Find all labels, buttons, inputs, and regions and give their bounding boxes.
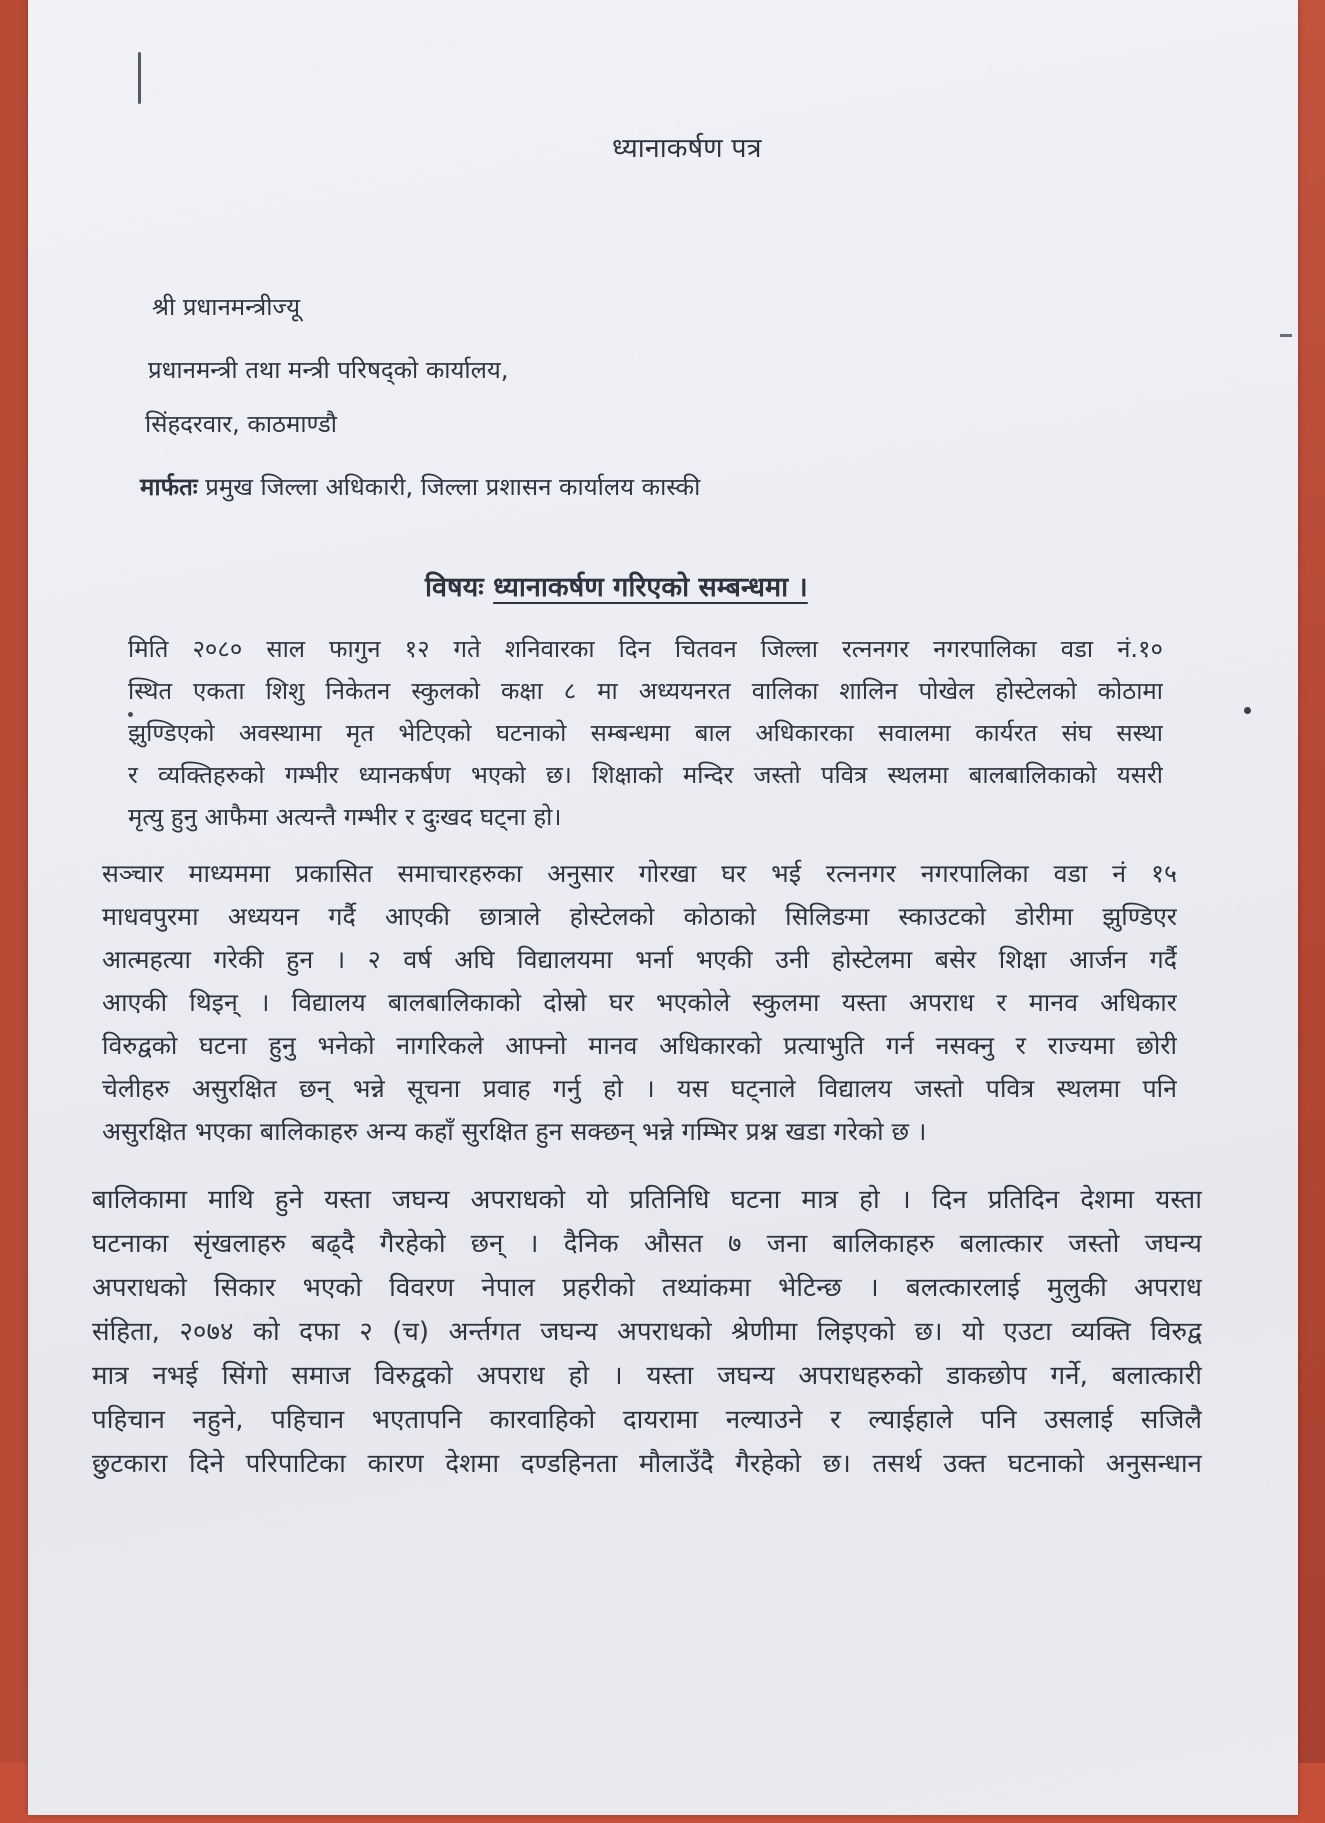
paragraph-line: विरुद्वको घटना हुनु भनेको नागरिकले आफ्नो मानव अधिकारको प्रत्याभुति गर्न नसक्नु र राज्यमा छोरी [102, 1031, 1177, 1060]
paragraph-line: मिति २०८० साल फागुन १२ गते शनिवारका दिन चितवन जिल्ला रत्ननगर नगरपालिका वडा नं.१० [128, 635, 1163, 663]
paragraph-line: र व्यक्तिहरुको गम्भीर ध्यानकर्षण भएको छ। शिक्षाको मन्दिर जस्तो पवित्र स्थलमा बालबालिकाको यसरी [128, 761, 1163, 789]
paragraph-line: बालिकामा माथि हुने यस्ता जघन्य अपराधको यो प्रतिनिधि घटना मात्र हो । दिन प्रतिदिन देशमा यस्ता [92, 1185, 1202, 1215]
subject-line [425, 567, 808, 604]
via-line [140, 470, 700, 503]
paragraph-line: माधवपुरमा अध्ययन गर्दै आएकी छात्राले होस्टेलको कोठाको सिलिङमा स्काउटको डोरीमा झुण्डिएर [102, 902, 1177, 931]
paragraph-line: झुण्डिएको अवस्थामा मृत भेटिएको घटनाको सम्बन्धमा बाल अधिकारका सवालमा कार्यरत संघ सस्था [128, 719, 1163, 747]
pen-mark [138, 52, 141, 104]
addressee-line-3: सिंहदरवार, काठमाण्डौ [145, 410, 337, 438]
via-label: मार्फतः [140, 473, 198, 501]
paragraph-line: घटनाका सृंखलाहरु बढ्दै गैरहेको छन् । दैनिक औसत ७ जना बालिकाहरु बलात्कार जस्तो जघन्य [92, 1229, 1202, 1259]
subject-label: विषयः [425, 572, 494, 603]
paragraph-1 [128, 628, 1163, 838]
paragraph-line: संहिता, २०७४ को दफा २ (च) अर्न्तगत जघन्य अपराधको श्रेणीमा लिइएको छ। यो एउटा व्यक्ति विरुद्व [92, 1317, 1202, 1347]
via-text: प्रमुख जिल्ला अधिकारी, जिल्ला प्रशासन कार्यालय कास्की [197, 473, 701, 501]
paragraph-line: मात्र नभई सिंगो समाज विरुद्वको अपराध हो । यस्ता जघन्य अपराधहरुको डाकछोप गर्ने, बलात्कारी [92, 1361, 1202, 1391]
paragraph-line: चेलीहरु असुरक्षित छन् भन्ने सूचना प्रवाह गर्नु हो । यस घट्नाले विद्यालय जस्तो पवित्र स्थलमा पनि [102, 1074, 1177, 1103]
addressee-line-2: प्रधानमन्त्री तथा मन्त्री परिषद्को कार्यालय, [148, 356, 509, 384]
paragraph-line: स्थित एकता शिशु निकेतन स्कुलको कक्षा ८ मा अध्ययनरत वालिका शालिन पोखेल होस्टेलको कोठामा [128, 677, 1163, 705]
paragraph-line: अपराधको सिकार भएको विवरण नेपाल प्रहरीको तथ्यांकमा भेटिन्छ । बलत्कारलाई मुलुकी अपराध [92, 1273, 1202, 1303]
document-title: ध्यानाकर्षण पत्र [612, 133, 762, 164]
margin-dot-right [1244, 707, 1251, 714]
paragraph-3 [92, 1178, 1202, 1486]
paragraph-line: छुटकारा दिने परिपाटिका कारण देशमा दण्डहिनता मौलाउँदै गैरहेको छ। तसर्थ उक्त घटनाको अनुसन्धान [92, 1449, 1202, 1479]
paragraph-line: सञ्चार माध्यममा प्रकासित समाचारहरुका अनुसार गोरखा घर भई रत्ननगर नगरपालिका वडा नं १५ [102, 859, 1177, 888]
paragraph-line: आत्महत्या गरेकी हुन । २ वर्ष अघि विद्यालयमा भर्ना भएकी उनी होस्टेलमा बसेर शिक्षा आर्जन गर्दै [102, 945, 1177, 974]
paragraph-line: आएकी थिइन् । विद्यालय बालबालिकाको दोस्रो घर भएकोले स्कुलमा यस्ता अपराध र मानव अधिकार [102, 988, 1177, 1017]
addressee-line-1: श्री प्रधानमन्त्रीज्यू [152, 293, 301, 321]
subject-text: ध्यानाकर्षण गरिएको सम्बन्धमा । [493, 572, 808, 603]
margin-mark [1280, 334, 1292, 337]
paragraph-line: असुरक्षित भएका बालिकाहरु अन्य कहाँ सुरक्षित हुन सक्छन् भन्ने गम्भिर प्रश्न खडा गरेको छ । [102, 1117, 927, 1146]
paragraph-2 [102, 852, 1177, 1153]
paragraph-line: पहिचान नहुने, पहिचान भएतापनि कारवाहिको दायरामा नल्याउने र ल्याईहाले पनि उसलाई सजिलै [92, 1405, 1202, 1435]
paragraph-line: मृत्यु हुनु आफैमा अत्यन्तै गम्भीर र दुःखद घट्ना हो। [128, 803, 562, 831]
